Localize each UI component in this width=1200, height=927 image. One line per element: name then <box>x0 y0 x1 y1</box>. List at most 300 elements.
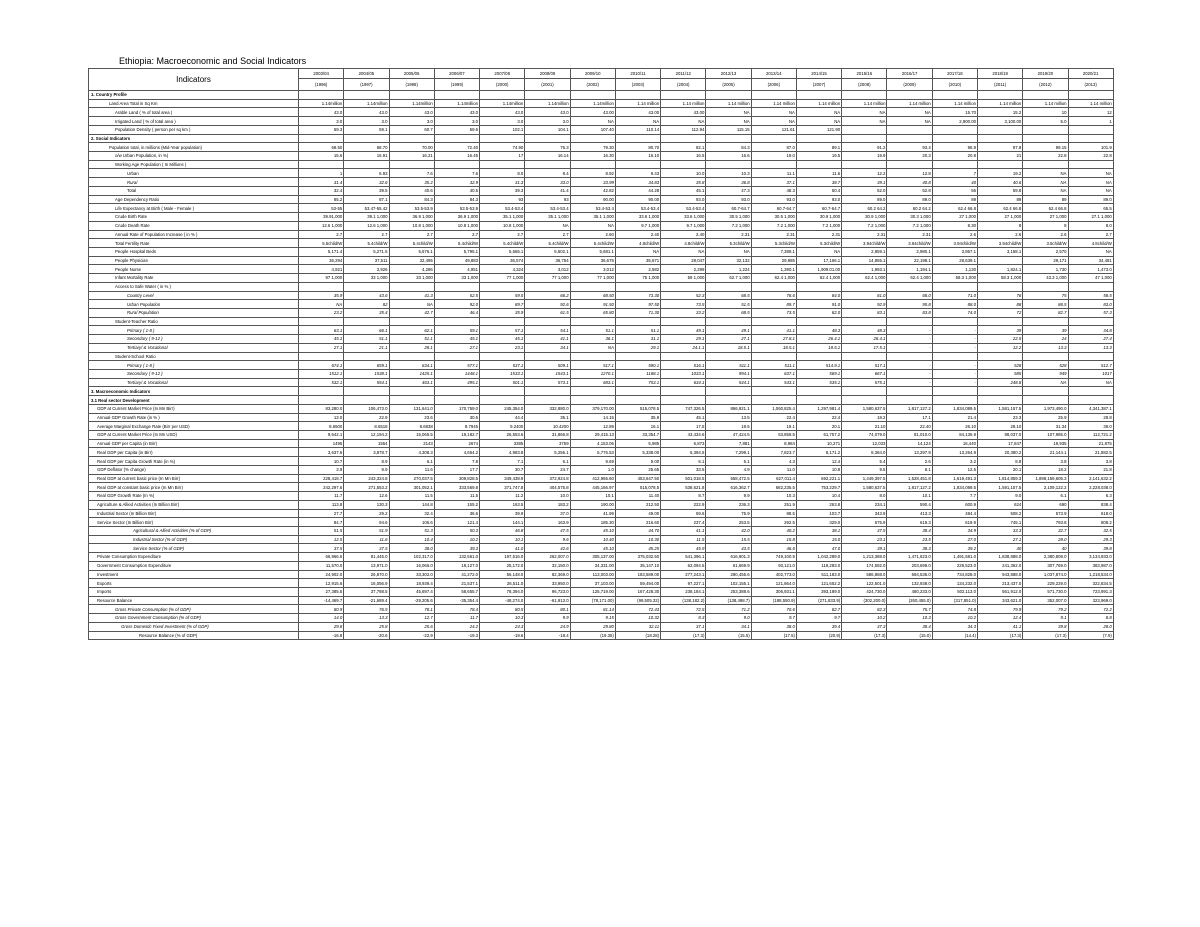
value-cell: 47.5 <box>525 526 570 535</box>
value-cell: 28.10 <box>977 422 1022 431</box>
table-row <box>89 326 1114 335</box>
value-cell: 77 1,000 <box>570 274 615 283</box>
value-cell: 8.0 <box>842 492 887 501</box>
table-row <box>89 526 1114 535</box>
row-label: Tertiary/ & Vocational <box>89 378 299 387</box>
value-cell: 528 <box>977 361 1022 370</box>
value-cell: 659.1 <box>344 361 389 370</box>
value-cell <box>977 134 1022 143</box>
value-cell: 60.2 64.2 <box>887 204 932 213</box>
table-row <box>89 500 1114 509</box>
row-label: Rural Population <box>89 308 299 317</box>
value-cell: 80.9 <box>299 605 344 614</box>
value-cell: 8.8 <box>977 457 1022 466</box>
value-cell: 1.14 million <box>796 99 841 108</box>
value-cell: 3.94child/W <box>887 239 932 248</box>
value-cell <box>661 387 706 396</box>
value-cell: 2,109,122.2 <box>1023 483 1068 492</box>
value-cell: 413.3 <box>887 509 932 518</box>
value-cell: 1,824.1 <box>977 265 1022 274</box>
value-cell: 749,100.9 <box>751 553 796 562</box>
value-cell <box>615 387 660 396</box>
value-cell: 21,882.5 <box>1068 448 1113 457</box>
value-cell: 12.7 <box>389 614 434 623</box>
ethiopian-year-header: (2000) <box>480 79 525 91</box>
value-cell: 19.1 <box>751 422 796 431</box>
value-cell: 83.8 <box>887 308 932 317</box>
value-cell: 38.4 <box>887 526 932 535</box>
value-cell: 2.31 <box>842 230 887 239</box>
value-cell: 21.8 <box>1068 465 1113 474</box>
value-cell: 10.4 <box>796 492 841 501</box>
value-cell: 590.1 <box>615 361 660 370</box>
value-cell: NA <box>1023 178 1068 187</box>
row-label: Annual GDP Growth Rate (in % ) <box>89 413 299 422</box>
section-row <box>89 91 1114 100</box>
value-cell <box>796 387 841 396</box>
value-cell <box>434 396 479 405</box>
value-cell: 17,166.1 <box>796 256 841 265</box>
value-cell: 82.1 <box>661 143 706 152</box>
value-cell: 5.1 <box>706 457 751 466</box>
value-cell: 53.4-53.4 <box>480 204 525 213</box>
table-row <box>89 204 1114 213</box>
year-header: 2009/10 <box>570 69 615 79</box>
value-cell: 544.1 <box>706 378 751 387</box>
value-cell: 1,528,451.8 <box>887 474 932 483</box>
value-cell: 96,723.0 <box>525 587 570 596</box>
value-cell: NA <box>299 300 344 309</box>
table-row <box>89 439 1114 448</box>
value-cell: 26,553.6 <box>480 431 525 440</box>
value-cell: 27.1 <box>434 343 479 352</box>
value-cell: 2.31 <box>887 230 932 239</box>
value-cell: 28.0 <box>1023 535 1068 544</box>
ethiopian-year-header: (2011) <box>977 79 1022 91</box>
value-cell: 238,184.1 <box>661 587 706 596</box>
value-cell: 445,166.97 <box>570 483 615 492</box>
value-cell: -35,354.4 <box>434 596 479 605</box>
value-cell <box>1068 352 1113 361</box>
value-cell <box>842 91 887 100</box>
year-header: 2010/11 <box>615 69 660 79</box>
value-cell <box>480 387 525 396</box>
value-cell: 19.0 <box>751 152 796 161</box>
value-cell: 49.1 <box>706 326 751 335</box>
value-cell: 174,592.0 <box>842 561 887 570</box>
value-cell: 3.0 <box>299 117 344 126</box>
value-cell: 229,523.0 <box>932 561 977 570</box>
value-cell: 53.5-53.9 <box>434 204 479 213</box>
value-cell: 1.14 million <box>842 99 887 108</box>
value-cell: 84.7 <box>299 518 344 527</box>
value-cell: 22.40 <box>887 422 932 431</box>
value-cell: 61,669.9 <box>706 561 751 570</box>
value-cell: 121.90 <box>796 125 841 134</box>
value-cell: 38.0 <box>751 622 796 631</box>
value-cell: 1,213,388.0 <box>842 553 887 562</box>
value-cell: 13,264.9 <box>932 448 977 457</box>
value-cell: 5.4 <box>842 457 887 466</box>
value-cell: 1,130 <box>932 265 977 274</box>
value-cell: 515,078.5 <box>615 404 660 413</box>
value-cell: 49,883 <box>434 256 479 265</box>
year-header: 2015/16 <box>842 69 887 79</box>
value-cell <box>344 352 389 361</box>
value-cell: 30.5 1,000 <box>706 213 751 222</box>
value-cell: NA <box>1068 169 1113 178</box>
value-cell: 28.0 <box>1068 622 1113 631</box>
value-cell: 31.3 <box>480 178 525 187</box>
value-cell: 37.3 <box>842 622 887 631</box>
value-cell: 44.4 <box>480 413 525 422</box>
year-header: 2007/08 <box>480 69 525 79</box>
value-cell: 11,570.0 <box>299 561 344 570</box>
table-row <box>89 413 1114 422</box>
value-cell <box>706 91 751 100</box>
value-cell: 9,642.1 <box>299 431 344 440</box>
value-cell: 16.30 <box>570 152 615 161</box>
value-cell: 167,428.30 <box>615 587 660 596</box>
value-cell <box>751 387 796 396</box>
value-cell: 27 1,000 <box>977 213 1022 222</box>
row-label: 3. Macroeconomic Indicators <box>89 387 299 396</box>
value-cell: 125,719.00 <box>570 587 615 596</box>
value-cell: 73.30 <box>615 291 660 300</box>
value-cell: NA <box>661 117 706 126</box>
value-cell: 1512.1 <box>299 370 344 379</box>
value-cell: 11.5 <box>434 492 479 501</box>
value-cell: 93,121.0 <box>751 561 796 570</box>
value-cell: 10.1 <box>887 492 932 501</box>
value-cell: 22.8 <box>1068 152 1113 161</box>
value-cell: 241,362.0 <box>977 561 1022 570</box>
value-cell <box>389 134 434 143</box>
value-cell: 4,921 <box>299 265 344 274</box>
value-cell: 634.1 <box>389 361 434 370</box>
value-cell: 93.0 <box>796 195 841 204</box>
value-cell <box>796 396 841 405</box>
value-cell: 4.8child/W <box>661 239 706 248</box>
value-cell: 29,171 <box>1023 256 1068 265</box>
value-cell: 9.6 <box>525 535 570 544</box>
value-cell: 6,873 <box>661 439 706 448</box>
value-cell: 538,621.8 <box>661 483 706 492</box>
value-cell: NA <box>796 117 841 126</box>
table-row <box>89 239 1114 248</box>
table-row <box>89 247 1114 256</box>
value-cell: 692,221.1 <box>796 474 841 483</box>
value-cell: 21,144.1 <box>1023 448 1068 457</box>
table-body <box>89 91 1114 640</box>
row-label: Private Consumption Expenditure <box>89 553 299 562</box>
ethiopian-year-header: (2010) <box>932 79 977 91</box>
value-cell: 25.65 <box>615 465 660 474</box>
year-header: 2008/09 <box>525 69 570 79</box>
value-cell <box>570 317 615 326</box>
value-cell: 203,698.0 <box>887 561 932 570</box>
value-cell <box>389 387 434 396</box>
value-cell: 1.14million <box>389 99 434 108</box>
row-label: Annual GDP per Capita (in Birr) <box>89 439 299 448</box>
value-cell: 62,094.5 <box>661 561 706 570</box>
value-cell: 121.4 <box>434 518 479 527</box>
value-cell <box>751 91 796 100</box>
value-cell: 46.6 <box>751 544 796 553</box>
value-cell: 43.5 <box>706 544 751 553</box>
value-cell: 292.5 <box>751 518 796 527</box>
value-cell: 8.8 <box>1068 614 1113 623</box>
value-cell: 307,769.0 <box>1023 561 1068 570</box>
value-cell: 163.9 <box>525 518 570 527</box>
value-cell: 1,581,157.5 <box>977 404 1022 413</box>
value-cell: 35.4 <box>344 308 389 317</box>
section-row <box>89 396 1114 405</box>
value-cell: 12.8 <box>887 169 932 178</box>
value-cell: (17.3) <box>842 631 887 640</box>
value-cell <box>389 352 434 361</box>
value-cell: 13.3 <box>1023 343 1068 352</box>
value-cell: 20,380.2 <box>977 448 1022 457</box>
row-label: Tertiary/ & Vocational <box>89 343 299 352</box>
value-cell: 1017 <box>1068 370 1113 379</box>
value-cell: 571,730.0 <box>1023 587 1068 596</box>
value-cell: 131,641.0 <box>389 404 434 413</box>
value-cell <box>932 352 977 361</box>
value-cell: NA <box>1023 186 1068 195</box>
value-cell: 9.9 <box>344 465 389 474</box>
ethiopian-year-header: (2004) <box>661 79 706 91</box>
value-cell: 4,153.06 <box>570 439 615 448</box>
value-cell: 9.69 <box>570 457 615 466</box>
value-cell: 30.9 1,000 <box>796 213 841 222</box>
table-row <box>89 230 1114 239</box>
value-cell: 37,103.00 <box>570 579 615 588</box>
table-row <box>89 622 1114 631</box>
value-cell <box>1068 125 1113 134</box>
table-row <box>89 265 1114 274</box>
value-cell: 53.4-53.4 <box>661 204 706 213</box>
value-cell: 5.4child/W <box>434 239 479 248</box>
value-cell: 5.0 <box>1023 117 1068 126</box>
value-cell: 84.0 <box>796 291 841 300</box>
value-cell: 82.7 <box>796 605 841 614</box>
value-cell: 3,637.6 <box>299 448 344 457</box>
value-cell: 1.14 million <box>1023 99 1068 108</box>
value-cell: 24.3 <box>480 622 525 631</box>
value-cell: 21.4 <box>932 413 977 422</box>
value-cell: 42.6 <box>525 544 570 553</box>
value-cell: 33.99 <box>570 178 615 187</box>
value-cell: 1,473.0 <box>1068 265 1113 274</box>
value-cell <box>480 134 525 143</box>
value-cell: 98,037.0 <box>977 431 1022 440</box>
value-cell: NA <box>1023 378 1068 387</box>
value-cell: 34,481 <box>1068 256 1113 265</box>
value-cell <box>751 396 796 405</box>
value-cell: 78.1 <box>389 605 434 614</box>
value-cell: 95.9 <box>932 143 977 152</box>
value-cell: 35,147.10 <box>615 561 660 570</box>
value-cell: 38.4 <box>887 622 932 631</box>
value-cell: 10.7 <box>299 457 344 466</box>
value-cell: 2.7 <box>344 230 389 239</box>
value-cell: 68.5 <box>706 291 751 300</box>
value-cell: 1,591,157.5 <box>977 483 1022 492</box>
row-label: Access to Safe Water ( in % ) <box>89 282 299 291</box>
value-cell: 33.6 1,000 <box>615 213 660 222</box>
value-cell <box>796 160 841 169</box>
row-label: 3.1 Real sector Development <box>89 396 299 405</box>
value-cell: 51.5 <box>299 526 344 535</box>
value-cell: 1270.1 <box>570 370 615 379</box>
value-cell: 8.6838 <box>389 422 434 431</box>
value-cell: 45.1 <box>299 335 344 344</box>
value-cell <box>344 91 389 100</box>
value-cell: 33.3 <box>977 526 1022 535</box>
value-cell: (260,455.0) <box>887 596 932 605</box>
value-cell: 501.1 <box>480 378 525 387</box>
value-cell: NA <box>1023 169 1068 178</box>
value-cell: 37.5 <box>842 526 887 535</box>
value-cell <box>615 396 660 405</box>
value-cell <box>796 91 841 100</box>
value-cell: 1.14 million <box>751 99 796 108</box>
value-cell <box>932 317 977 326</box>
value-cell: NA <box>570 117 615 126</box>
value-cell: 1,580,637.5 <box>842 483 887 492</box>
value-cell <box>796 134 841 143</box>
value-cell: 18.5.1 <box>751 343 796 352</box>
value-cell: - <box>932 343 977 352</box>
value-cell: 8 <box>1023 221 1068 230</box>
value-cell: 329.0 <box>796 518 841 527</box>
spreadsheet-page <box>88 57 1113 640</box>
value-cell <box>525 134 570 143</box>
value-cell: 7,299.1 <box>706 448 751 457</box>
value-cell: 20.1 <box>796 422 841 431</box>
value-cell <box>299 352 344 361</box>
value-cell <box>887 317 932 326</box>
year-header: 2006/07 <box>434 69 479 79</box>
value-cell: 619.9 <box>932 518 977 527</box>
value-cell: 72 <box>977 308 1022 317</box>
value-cell: 404,575.8 <box>525 483 570 492</box>
value-cell: 3.8 <box>1068 457 1113 466</box>
value-cell: 73.5 <box>751 308 796 317</box>
value-cell: 12.5 <box>932 465 977 474</box>
value-cell: 7.6 <box>389 169 434 178</box>
value-cell <box>887 352 932 361</box>
row-label: Total Fertility Rate <box>89 239 299 248</box>
value-cell: 52.3 <box>661 291 706 300</box>
value-cell: 15.8 <box>751 535 796 544</box>
value-cell: 37.5 <box>299 544 344 553</box>
table-row <box>89 614 1114 623</box>
value-cell <box>887 387 932 396</box>
value-cell: 104.1 <box>525 125 570 134</box>
table-row <box>89 378 1114 387</box>
value-cell: 37.0 <box>525 509 570 518</box>
value-cell: 242,297.6 <box>299 483 344 492</box>
value-cell <box>887 160 932 169</box>
value-cell: 7 <box>932 169 977 178</box>
value-cell <box>661 134 706 143</box>
row-label: Primary ( 1-8 ) <box>89 361 299 370</box>
value-cell: 91.50 <box>570 300 615 309</box>
value-cell: 23.2 <box>299 308 344 317</box>
row-label: Student-School Ratio <box>89 352 299 361</box>
value-cell: 93.0 <box>661 195 706 204</box>
value-cell: 8,171.2 <box>796 448 841 457</box>
value-cell: 13.0 <box>299 413 344 422</box>
value-cell: 31.1 <box>615 335 660 344</box>
value-cell <box>977 352 1022 361</box>
value-cell: 4,654.2 <box>434 448 479 457</box>
value-cell: 1554 <box>344 439 389 448</box>
value-cell: 16.10 <box>615 152 660 161</box>
value-cell: 45.1 <box>661 413 706 422</box>
table-row <box>89 605 1114 614</box>
value-cell: 39.8 <box>1068 544 1113 553</box>
value-cell <box>434 352 479 361</box>
value-cell: 22.4 <box>751 413 796 422</box>
value-cell <box>480 91 525 100</box>
value-cell: 41.1 <box>661 526 706 535</box>
value-cell: 22.8 <box>1023 152 1068 161</box>
value-cell: 89 <box>977 195 1022 204</box>
value-cell <box>932 125 977 134</box>
value-cell: 33.0 <box>525 178 570 187</box>
value-cell: 57.3 <box>1068 308 1113 317</box>
ethiopian-year-header: (2005) <box>706 79 751 91</box>
value-cell: 155.2 <box>434 500 479 509</box>
value-cell: 132,561.0 <box>434 553 479 562</box>
value-cell: 25.9 <box>1023 413 1068 422</box>
value-cell: 8 <box>977 221 1022 230</box>
value-cell: 27.8.1 <box>751 335 796 344</box>
value-cell: 35.1 1,000 <box>480 213 525 222</box>
value-cell: 66.1 <box>344 326 389 335</box>
value-cell: 88.0 <box>932 300 977 309</box>
value-cell: 11.6 <box>389 465 434 474</box>
value-cell: 7.2 1,000 <box>842 221 887 230</box>
value-cell: 27.0 <box>932 535 977 544</box>
value-cell: 586,868.0 <box>842 570 887 579</box>
value-cell: 1.14million <box>299 99 344 108</box>
value-cell: 27,385.5 <box>299 587 344 596</box>
value-cell <box>796 352 841 361</box>
value-cell <box>1023 91 1068 100</box>
value-cell: 3.9 <box>299 465 344 474</box>
value-cell: 32.4 <box>299 186 344 195</box>
row-label: Country Level <box>89 291 299 300</box>
value-cell: 1,834,089.5 <box>932 404 977 413</box>
row-label: Rural <box>89 178 299 187</box>
value-cell: 7.6 <box>434 169 479 178</box>
value-cell: 11.5 <box>661 535 706 544</box>
value-cell: 12.4 <box>796 457 841 466</box>
value-cell <box>615 160 660 169</box>
value-cell: 352,007.0 <box>1023 596 1068 605</box>
table-row <box>89 291 1114 300</box>
value-cell: 92.0 <box>434 300 479 309</box>
value-cell: 33 1,000 <box>434 274 479 283</box>
value-cell: 674.1 <box>299 361 344 370</box>
value-cell: 9.43 <box>615 169 660 178</box>
indicators-header: Indicators <box>89 69 299 91</box>
value-cell: 45,697.4 <box>389 587 434 596</box>
